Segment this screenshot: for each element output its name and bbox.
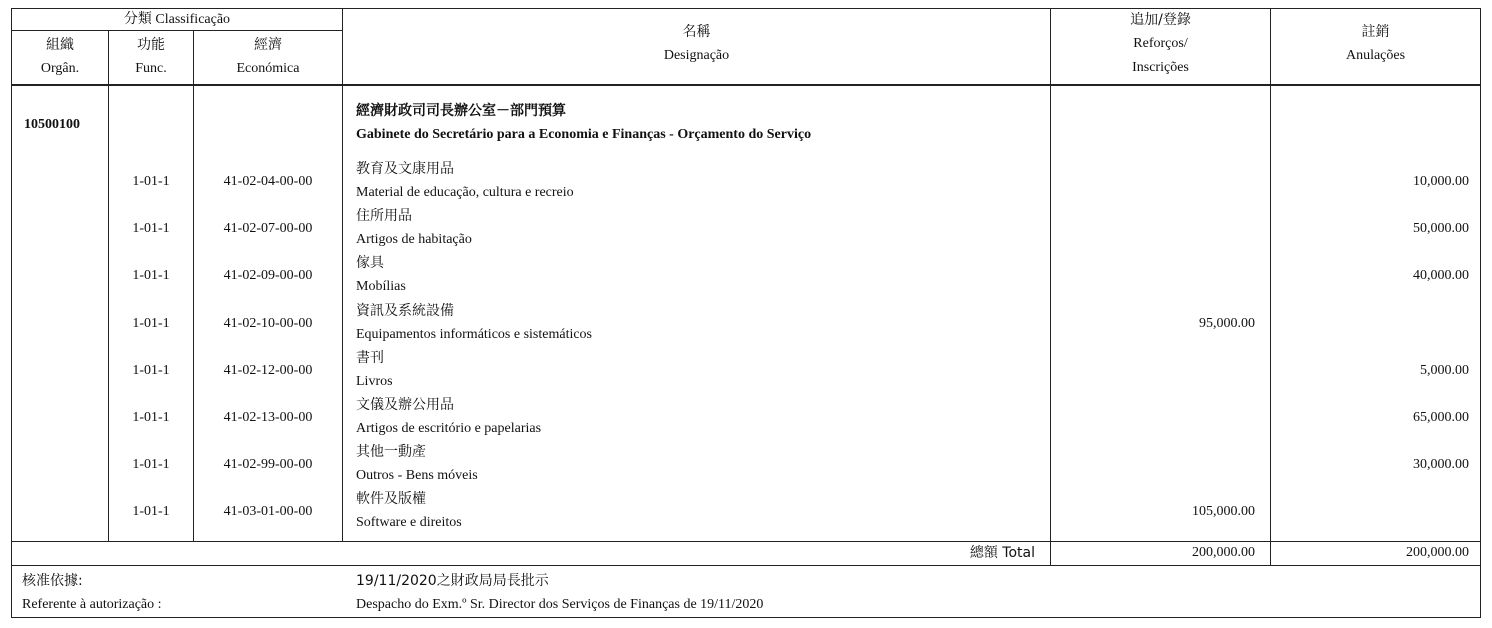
row-additions: 95,000.00 <box>1199 316 1255 331</box>
org-header-pt: Orgân. <box>40 61 80 76</box>
row-func-code: 1-01-1 <box>132 316 170 331</box>
econ-header-zh: 經濟 <box>254 37 282 53</box>
row-func-code: 1-01-1 <box>132 504 170 519</box>
row-name-zh: 其他一動產 <box>356 444 426 460</box>
row-name-pt: Artigos de habitação <box>356 232 472 247</box>
row-econ-code: 41-02-09-00-00 <box>223 268 313 283</box>
add-header-zh: 追加/登錄 <box>1130 12 1191 28</box>
row-name-zh: 資訊及系統設備 <box>356 303 454 319</box>
total-label: 總額 Total <box>969 545 1035 561</box>
func-header-zh: 功能 <box>137 37 165 53</box>
approval-zh: 19/11/2020之財政局局長批示 <box>356 573 549 589</box>
row-func-code: 1-01-1 <box>132 457 170 472</box>
row-name-zh: 軟件及版權 <box>356 491 426 507</box>
row-name-pt: Livros <box>356 374 393 389</box>
row-cancellations: 65,000.00 <box>1413 410 1469 425</box>
row-func-code: 1-01-1 <box>132 410 170 425</box>
row-func-code: 1-01-1 <box>132 174 170 189</box>
name-header-pt: Designação <box>663 48 730 63</box>
basis-label-zh: 核准依據: <box>22 573 83 589</box>
row-name-zh: 教育及文康用品 <box>356 161 454 177</box>
add-header-pt2: Inscrições <box>1132 60 1189 75</box>
row-func-code: 1-01-1 <box>132 268 170 283</box>
row-name-pt: Outros - Bens móveis <box>356 468 478 483</box>
row-additions: 105,000.00 <box>1192 504 1255 519</box>
total-cancellations: 200,000.00 <box>1406 545 1469 560</box>
row-econ-code: 41-03-01-00-00 <box>223 504 313 519</box>
add-header-pt1: Reforços/ <box>1133 36 1188 51</box>
row-func-code: 1-01-1 <box>132 221 170 236</box>
row-func-code: 1-01-1 <box>132 363 170 378</box>
cancel-header-zh: 註銷 <box>1361 24 1390 40</box>
classification-header: 分類 Classificação <box>123 12 231 27</box>
organ-name-pt: Gabinete do Secretário para a Economia e Finanças - Orçamento do Serviço <box>356 127 812 142</box>
row-name-pt: Software e direitos <box>356 515 462 530</box>
row-cancellations: 30,000.00 <box>1413 457 1469 472</box>
row-cancellations: 50,000.00 <box>1413 221 1469 236</box>
econ-header-pt: Económica <box>236 61 300 76</box>
name-header-zh: 名稱 <box>682 24 711 40</box>
row-cancellations: 5,000.00 <box>1420 363 1469 378</box>
row-econ-code: 41-02-99-00-00 <box>223 457 313 472</box>
basis-label-pt: Referente à autorização : <box>22 597 162 612</box>
row-econ-code: 41-02-04-00-00 <box>223 174 313 189</box>
cancel-header-pt: Anulações <box>1345 48 1406 63</box>
approval-pt: Despacho do Exm.º Sr. Director dos Serviços de Finanças de 19/11/2020 <box>356 597 764 612</box>
organ-code: 10500100 <box>24 117 80 132</box>
row-cancellations: 40,000.00 <box>1413 268 1469 283</box>
organ-name-zh: 經濟財政司司長辦公室－部門預算 <box>356 103 566 119</box>
total-additions: 200,000.00 <box>1192 545 1255 560</box>
row-name-zh: 住所用品 <box>356 208 412 224</box>
row-cancellations: 10,000.00 <box>1413 174 1469 189</box>
row-name-zh: 傢具 <box>356 255 384 271</box>
row-name-zh: 書刊 <box>356 350 384 366</box>
row-name-pt: Artigos de escritório e papelarias <box>356 421 542 436</box>
row-name-pt: Mobílias <box>356 279 406 294</box>
org-header-zh: 組織 <box>46 37 74 53</box>
row-name-pt: Material de educação, cultura e recreio <box>356 185 574 200</box>
row-name-pt: Equipamentos informáticos e sistemáticos <box>356 327 593 342</box>
row-econ-code: 41-02-10-00-00 <box>223 316 313 331</box>
row-econ-code: 41-02-13-00-00 <box>223 410 313 425</box>
row-name-zh: 文儀及辦公用品 <box>356 397 454 413</box>
row-econ-code: 41-02-07-00-00 <box>223 221 313 236</box>
row-econ-code: 41-02-12-00-00 <box>223 363 313 378</box>
func-header-pt: Func. <box>135 61 167 76</box>
